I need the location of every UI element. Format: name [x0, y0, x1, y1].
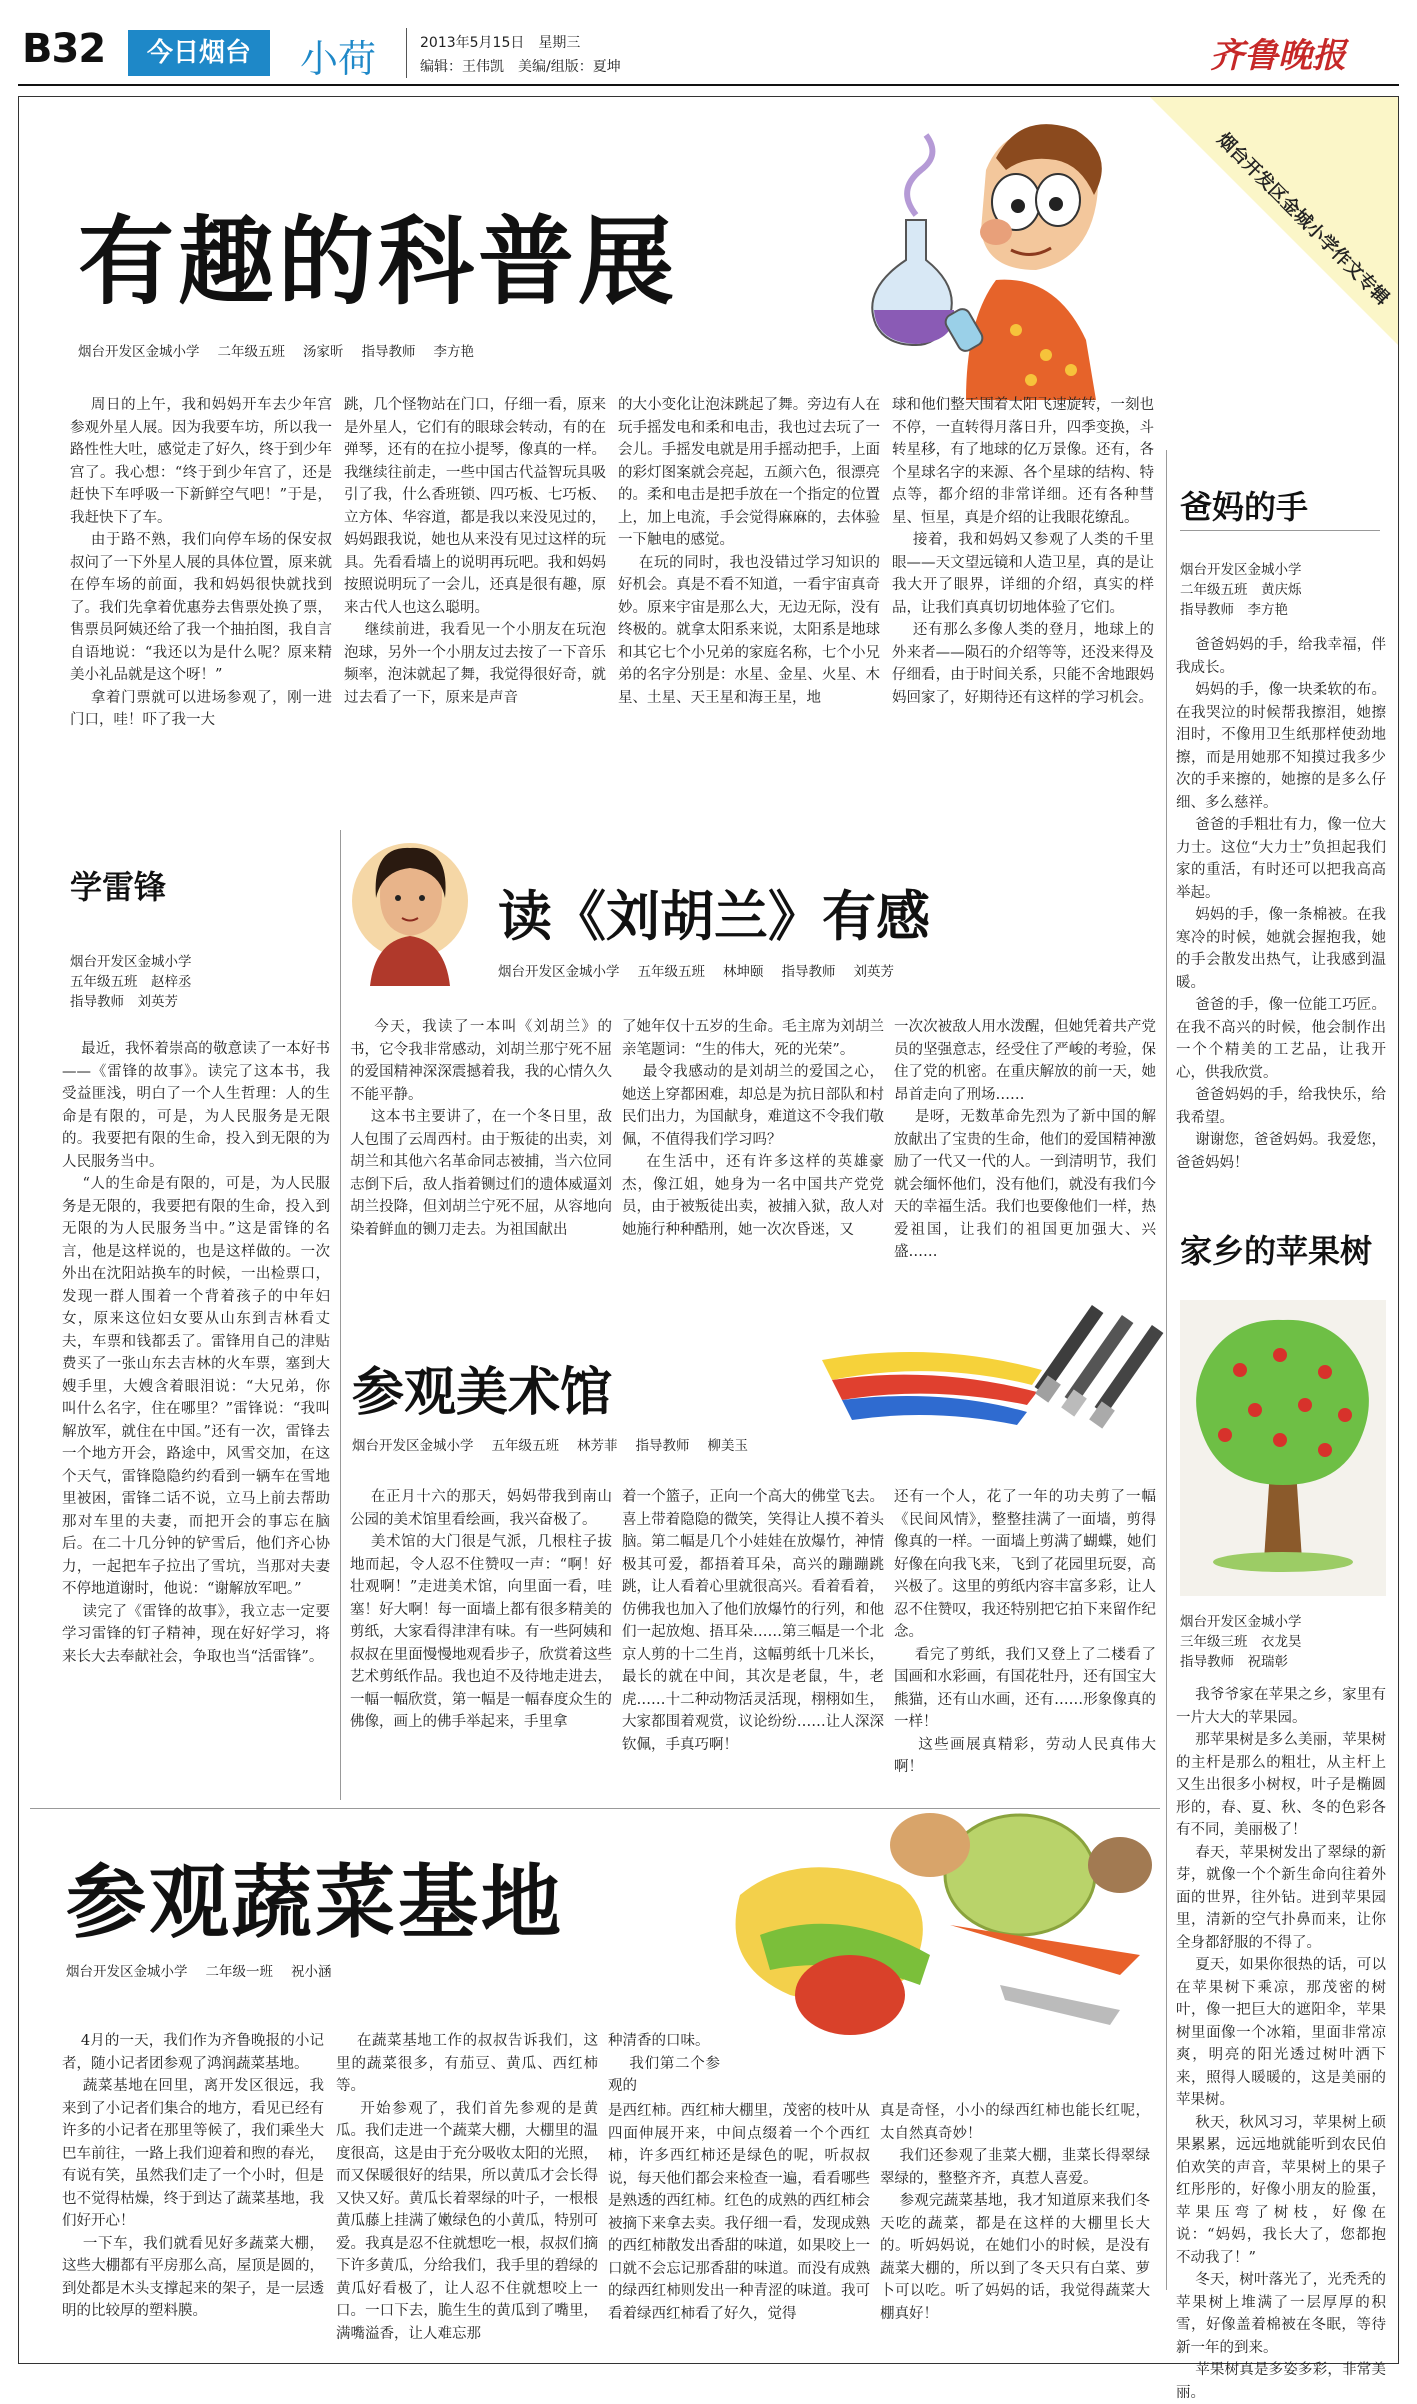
- article1-column-1: 周日的上午，我和妈妈开车去少年宫参观外星人展。因为我要车坊，所以我一路性性大吐，感觉走了好久，终于到少年宫了。我心想：“终于到少年宫了，还是赶快下车呼吸一下新鲜空气吧！”于是，我赶快下了车。 由于路不熟，我们向停车场的保安叔叔问了一下外星人展的具体位置，原来就在停车场的前面，我和妈妈很快就找到了。我们先拿着优惠券去售票处换了票，售票员阿姨还给了我一个抽拍图，我自言自语地说：“我还以为是什么呢？原来精美小礼品就是这个呀！” 拿着门票就可以进场参观了，刚一进门口，哇！吓了我一大: [70, 397, 333, 728]
- side2-title: 爸妈的手: [1180, 488, 1309, 526]
- weekday-text: 星期三: [538, 35, 581, 51]
- byline-author: 祝小涵: [291, 1964, 332, 1980]
- grass: [1213, 1552, 1353, 1572]
- liu-hulan-portrait: [350, 836, 470, 986]
- article2-byline: [498, 960, 912, 980]
- side3-teacher: 指导教师 祝瑞彰: [1180, 1654, 1288, 1670]
- byline-teacher: 李方艳: [433, 344, 474, 360]
- article2-column-1: 今天，我读了一本叫《刘胡兰》的书，它令我非常感动，刘胡兰那宁死不屈的爱国精神深深震撼着我，我的心情久久不能平静。 这本书主要讲了，在一个冬日里，敌人包围了云周西村。由于叛徒的出卖，刘胡兰和其他六名革命同志被捕，当六位同志倒下后，敌人指着铡过们的遗体威逼刘胡兰投降，但刘胡兰宁死不屈，从容地向染着鲜血的铡刀走去。为祖国献出: [350, 1019, 613, 1238]
- article3-column-3: 还有一个人，花了一年的功夫剪了一幅《民间风情》，整整挂满了一面墙，剪得像真的一样。一面墙上剪满了蝴蝶，她们好像在向我飞来，飞到了花园里玩耍，高兴极了。这里的剪纸内容丰富多彩，让人忍不住赞叹，我还特别把它拍下来留作纪念。 看完了剪纸，我们又登上了二楼看了国画和水彩画，有国花牡丹，还有国宝大熊猫，还有山水画，还有……形象像真的一样！ 这些画展真精彩，劳动人民真伟大啊！: [894, 1489, 1157, 1775]
- byline-school: 烟台开发区金城小学: [66, 1964, 188, 1980]
- vegetables-illustration: [700, 1805, 1160, 2045]
- byline-class: 五年级五班: [491, 1438, 559, 1454]
- byline-author: 林芳菲: [577, 1438, 618, 1454]
- byline-author: 汤家昕: [303, 344, 344, 360]
- article3-title: 参观美术馆: [352, 1363, 613, 1423]
- article4-byline: [66, 1960, 350, 1980]
- side1-title: 学雷锋: [70, 868, 167, 906]
- side2-school: 烟台开发区金城小学: [1180, 562, 1302, 578]
- scientist-head: [980, 124, 1102, 270]
- masthead-logo: 齐鲁晚报: [1210, 36, 1346, 76]
- side3-byline: [1180, 1612, 1302, 1672]
- article1-column-3: 的大小变化让泡沫跳起了舞。旁边有人在玩手摇发电和柔和电击，我也过去玩了一会儿。手摇发电就是用手摇动把手，上面的彩灯图案就会亮起，五颜六色，很漂亮的。柔和电击是把手放在一个指定的位置上，加上电流，手会觉得麻麻的，去体验一下触电的感觉。 在玩的同时，我也没错过学习知识的好机会。真是不看不知道，一看宇宙真奇妙。原来宇宙是那么大，无边无际，没有终极的。就拿太阳系来说，太阳系是地球和其它七个小兄弟的家庭名称，七个小兄弟的名字分别是：水星、金星、火星、木星、土星、天王星和海王星，地: [618, 397, 881, 706]
- editor-credit: 编辑：王伟凯: [420, 59, 504, 75]
- article3-byline: [352, 1434, 766, 1454]
- byline-school: 烟台开发区金城小学: [498, 964, 620, 980]
- article1-column-4: 球和他们整天围着太阳飞速旋转，一刻也不停，一直转得月落日升，四季变换，斗转星移，有了地球的亿万景像。还有，各个星球名字的来源、各个星球的结构、特点等，都介绍的非常详细。还有各种彗星、恒星，真是介绍的让我眼花缭乱。 接着，我和妈妈又参观了人类的千里眼——天文望远镜和人造卫星，真的是让我大开了眼界，详细的介绍，真实的样品，让我们真真切切地体验了它们。 还有那么多像人类的登月，地球上的外来者——陨石的介绍等等，还没来得及仔细看，由于时间关系，只能不舍地跟妈妈回家了，好期待还有这样的学习机会。: [892, 397, 1155, 706]
- flask-icon: [872, 135, 954, 345]
- paintbrush-illustration: [812, 1300, 1162, 1450]
- byline-teacher-label: 指导教师: [781, 964, 836, 980]
- byline-class: 二年级一班: [205, 1964, 273, 1980]
- article3-column-2: 着一个篮子，正向一个高大的佛堂飞去。喜上带着隐隐的微笑，笑得让人摸不着头脑。第二幅是几个小娃娃在放爆竹，神情极其可爱，都捂着耳朵，高兴的蹦蹦跳跳，让人看着心里就很高兴。看着看着，仿佛我也加入了他们放爆竹的行列，和他们一起放炮、捂耳朵……第三幅是一个北京人剪的十二生肖，这幅剪纸十几米长，最长的就在中间，其次是老鼠，牛，老虎……十二种动物活灵活现，栩栩如生，大家都围着观赏，议论纷纷……让人深深钦佩，手真巧啊！: [622, 1489, 884, 1753]
- date-text: 2013年5月15日: [420, 35, 525, 51]
- side3-body: 我爷爷家在苹果之乡，家里有一片大大的苹果园。 那苹果树是多么美丽，苹果树的主杆是那么的粗壮，从主杆上又生出很多小树杈，叶子是椭圆形的，春、夏、秋、冬的色彩各有不同，美丽极了！ 春天，苹果树发出了翠绿的新芽，就像一个个新生命向往着外面的世界，往外钻。进到苹果园里，清新的空气扑鼻而来，让你全身都舒服的不得了。 夏天，如果你很热的话，可以在苹果树下乘凉，那茂密的树叶，像一把巨大的遮阳伞，苹果树里面像一个冰箱，里面非常凉爽，明亮的阳光透过树叶洒下来，照得人暖暖的，这是美丽的苹果树。 秋天，秋风习习，苹果树上硕果累累，远远地就能听到农民伯伯欢笑的声音，苹果树上的果子红彤彤的，好像小朋友的脸蛋，苹果压弯了树枝，好像在说：“妈妈，我长大了，您都抱不动我了！” 冬天，树叶落光了，光秃秃的苹果树上堆满了一层厚厚的积雪，好像盖着棉被在冬眠，等待新一年的到来。 苹果树真是多姿多彩，非常美丽。: [1176, 1687, 1386, 2401]
- byline-teacher-label: 指导教师: [635, 1438, 690, 1454]
- side1-byline: [70, 952, 192, 1012]
- article3-column-1: 在正月十六的那天，妈妈带我到南山公园的美术馆里看绘画，我兴奋极了。 美术馆的大门很是气派，几根柱子拔地而起，令人忍不住赞叹一声：“啊！好壮观啊！”走进美术馆，向里面一看，哇塞！好大啊！每一面墙上都有很多精美的剪纸，大家看得津津有味。有一些阿姨和叔叔在里面慢慢地观看步子，欣赏着这些艺术剪纸作品。我也迫不及待地走进去，一幅一幅欣赏，第一幅是一幅春度众生的佛像，画上的佛手举起来，手里拿: [350, 1489, 613, 1730]
- left-column-divider: [340, 830, 341, 1800]
- designer-credit: 美编/组版：夏坤: [518, 59, 621, 75]
- tree-canopy: [1196, 1320, 1369, 1485]
- cabbage-icon: [945, 1815, 1095, 1935]
- article4-column-3a: 种清香的口味。 我们第二个参观的: [608, 2033, 721, 2094]
- side3-school: 烟台开发区金城小学: [1180, 1614, 1302, 1630]
- side2-byline: [1180, 560, 1302, 620]
- banner-text: 烟台开发区金城小学作文专辑: [1212, 128, 1394, 310]
- side1-class-author: 五年级五班 赵梓丞: [70, 974, 192, 990]
- side2-body: 爸爸妈妈的手，给我幸福，伴我成长。 妈妈的手，像一块柔软的布。在我哭泣的时候帮我擦泪，她擦泪时，不像用卫生纸那样使劲地擦，而是用她那不知摸过我多少次的手来擦的，她擦的是多么仔细、多么慈祥。 爸爸的手粗壮有力，像一位大力士。这位“大力士”负担起我们家的重活，有时还可以把我高高举起。 妈妈的手，像一条棉被。在我寒冷的时候，她就会握抱我，她的手会散发出热气，让我感到温暖。 爸爸的手，像一位能工巧匠。在我不高兴的时候，他会制作出一个个精美的工艺品，让我开心，供我欣赏。 爸爸妈妈的手，给我快乐，给我希望。 谢谢您，爸爸妈妈。我爱您，爸爸妈妈！: [1176, 637, 1386, 1171]
- paint-stroke-blue: [842, 1396, 1027, 1425]
- header-divider: [406, 28, 407, 78]
- scientist-body: [966, 280, 1096, 400]
- byline-teacher-label: 指导教师: [361, 344, 416, 360]
- article1-title: 有趣的科普展: [78, 206, 678, 318]
- knife-icon: [1000, 1985, 1120, 2025]
- section-tab: 今日烟台: [128, 30, 270, 76]
- brush-3: [1089, 1325, 1163, 1429]
- side1-body: 最近，我怀着崇高的敬意读了一本好书——《雷锋的故事》。读完了这本书，我受益匪浅，明白了一个人生哲理：人的生命是有限的，可是，为人民服务是无限的。我要把有限的生命，投入到无限的为人民服务当中。 “人的生命是有限的，可是，为人民服务是无限的，我要把有限的生命，投入到无限的为人民服务当中。”这是雷锋的名言，他是这样说的，也是这样做的。一次外出在沈阳站换车的时候，一出检票口，发现一群人围着一个背着孩子的中年妇女，原来这位妇女要从山东到吉林看丈夫，车票和钱都丢了。雷锋用自己的津贴费买了一张山东去吉林的火车票，塞到大嫂手里，大嫂含着眼泪说：“大兄弟，你叫什么名字，住在哪里？”雷锋说：“我叫解放军，就住在中国。”还有一次，雷锋去一个地方开会，路途中，风雪交加，在这个天气，雷锋隐隐约约看到一辆车在雪地里被困，雷锋二话不说，立马上前去帮助那对车里的夫妻，而把开会的事忘在脑后。在二十几分钟的铲雪后，他们齐心协力，一起把车子拉出了雪坑，当那对夫妻不停地道谢时，他说：“谢解放军吧。” 读完了《雷锋的故事》，我立志一定要学习雷锋的钉子精神，现在好好学习，将来长大去奉献社会，争取也当“活雷锋”。: [62, 1041, 331, 1665]
- onion-icon: [890, 1813, 970, 1877]
- article4-column-4: 真是奇怪，小小的绿西红柿也能长红呢，太自然真奇妙！ 我们还参观了韭菜大棚，韭菜长得翠绿翠绿的，整整齐齐，真惹人喜爱。 参观完蔬菜基地，我才知道原来我们冬天吃的蔬菜，都是在这样的大棚里长大的。听妈妈说，在她们小的时候，是没有蔬菜大棚的，所以到了冬天只有白菜、萝卜可以吃。听了妈妈的话，我觉得蔬菜大棚真好！: [880, 2103, 1151, 2322]
- article4-column-3: 是西红柿。西红柿大棚里，茂密的枝叶从四面伸展开来，中间点缀着一个个西红柿，许多西红柿还是绿色的呢，听叔叔说，每天他们都会来检查一遍，看看哪些是熟透的西红柿。红色的成熟的西红柿会被摘下来拿去卖。我仔细一看，发现成熟的西红柿散发出香甜的味道，如果咬上一口就不会忘记那香甜的味道。而没有成熟的绿西红柿则发出一种青涩的味道。我可看着绿西红柿看了好久，觉得: [608, 2103, 870, 2322]
- article2-column-2: 了她年仅十五岁的生命。毛主席为刘胡兰亲笔题词：“生的伟大，死的光荣”。 最令我感动的是刘胡兰的爱国之心，她送上穿都困难，却总是为抗日部队和村民们出力，为国献身，难道这不令我们敬佩，不值得我们学习吗？ 在生活中，还有许多这样的英雄豪杰，像江姐，她身为一名中国共产党党员，由于被叛徒出卖，被捕入狱，敌人对她施行种种酷刑，她一次次昏迷，又: [622, 1019, 885, 1238]
- side2-class-author: 二年级五班 黄庆烁: [1180, 582, 1302, 598]
- corner-banner: [1150, 97, 1398, 345]
- side2-title-rule: [1180, 530, 1380, 531]
- walnut-icon: [1088, 1837, 1152, 1893]
- header-date: [420, 32, 580, 52]
- byline-school: 烟台开发区金城小学: [78, 344, 200, 360]
- brush-2: [1061, 1315, 1133, 1417]
- byline-class: 五年级五班: [637, 964, 705, 980]
- side1-teacher: 指导教师 刘英芳: [70, 994, 178, 1010]
- apple-tree-illustration: [1180, 1300, 1386, 1596]
- byline-author: 林坤颐: [723, 964, 764, 980]
- article4-title: 参观蔬菜基地: [66, 1856, 564, 1949]
- article1-byline: [78, 340, 492, 360]
- banner-triangle: [1150, 97, 1398, 345]
- side1-school: 烟台开发区金城小学: [70, 954, 192, 970]
- brush-1: [1035, 1305, 1104, 1403]
- article2-title: 读《刘胡兰》有感: [498, 885, 930, 948]
- side3-class-author: 三年级三班 衣龙昊: [1180, 1634, 1302, 1650]
- right-column-divider: [1166, 450, 1167, 2290]
- tomato-icon: [795, 1955, 905, 2035]
- article1-column-2: 跳，几个怪物站在门口，仔细一看，原来是外星人，它们有的眼球会转动，有的在弹琴，还有的在拉小提琴，像真的一样。我继续往前走，一些中国古代益智玩具吸引了我，什么香班锁、四巧板、七巧板、立方体、华容道，都是我以来没见过的，妈妈跟我说，她也从来没有见过这样的玩具。先看看墙上的说明再玩吧。我和妈妈按照说明玩了一会儿，还真是很有趣，原来古代人也这么聪明。 继续前进，我看见一个小朋友在玩泡泡球，另外一个小朋友过去按了一下音乐频率，泡沫就起了舞，我觉得很好奇，就过去看了一下，原来是声音: [344, 397, 607, 706]
- byline-teacher: 刘英芳: [853, 964, 894, 980]
- article4-column-1: 4月的一天，我们作为齐鲁晚报的小记者，随小记者团参观了鸿润蔬菜基地。 蔬菜基地在回里，离开发区很远，我来到了小记者们集合的地方，看见已经有许多的小记者在那里等候了，我们乘坐大巴车前往，一路上我们迎着和煦的春光，有说有笑，虽然我们走了一个小时，但是也不觉得枯燥，终于到达了蔬菜基地，我们好开心！ 一下车，我们就看见好多蔬菜大棚，这些大棚都有平房那么高，屋顶是圆的，到处都是木头支撑起来的架子，是一层透明的比较厚的塑料膜。: [62, 2033, 325, 2319]
- page-number: B32: [22, 26, 106, 72]
- header-credits: [420, 56, 621, 76]
- byline-school: 烟台开发区金城小学: [352, 1438, 474, 1454]
- header-rule: [18, 84, 1399, 86]
- page-header: [0, 0, 1417, 84]
- byline-class: 二年级五班: [217, 344, 285, 360]
- column-name: 小荷: [300, 37, 377, 81]
- article4-column-2: 在蔬菜基地工作的叔叔告诉我们，这里的蔬菜很多，有茄豆、黄瓜、西红柿等。 开始参观了，我们首先参观的是黄瓜。我们走进一个蔬菜大棚，大棚里的温度很高，这是由于充分吸收太阳的光照，而又保暖很好的结果，所以黄瓜才会长得又快又好。黄瓜长着翠绿的叶子，一根根黄瓜藤上挂满了嫩绿色的小黄瓜，特别可爱。我真是忍不住就想吃一根，叔叔们摘下许多黄瓜，分给我们，我手里的碧绿的黄瓜好看极了，让人忍不住就想咬上一口。一口下去，脆生生的黄瓜到了嘴里，满嘴溢香，让人难忘那: [336, 2033, 599, 2342]
- byline-teacher: 柳美玉: [707, 1438, 748, 1454]
- article2-column-3: 一次次被敌人用水泼醒，但她凭着共产党员的坚强意志，经受住了严峻的考验，保住了党的机密。在重庆解放的前一天，她昂首走向了刑场…… 是呀，无数革命先烈为了新中国的解放献出了宝贵的生命，他们的爱国精神激励了一代又一代的人。一到清明节，我们就会缅怀他们，没有他们，就没有我们今天的幸福生活。我们也要像他们一样，热爱祖国，让我们的祖国更加强大、兴盛……: [894, 1019, 1157, 1260]
- scientist-illustration: [846, 110, 1126, 400]
- side3-title: 家乡的苹果树: [1180, 1232, 1373, 1270]
- side2-teacher: 指导教师 李方艳: [1180, 602, 1288, 618]
